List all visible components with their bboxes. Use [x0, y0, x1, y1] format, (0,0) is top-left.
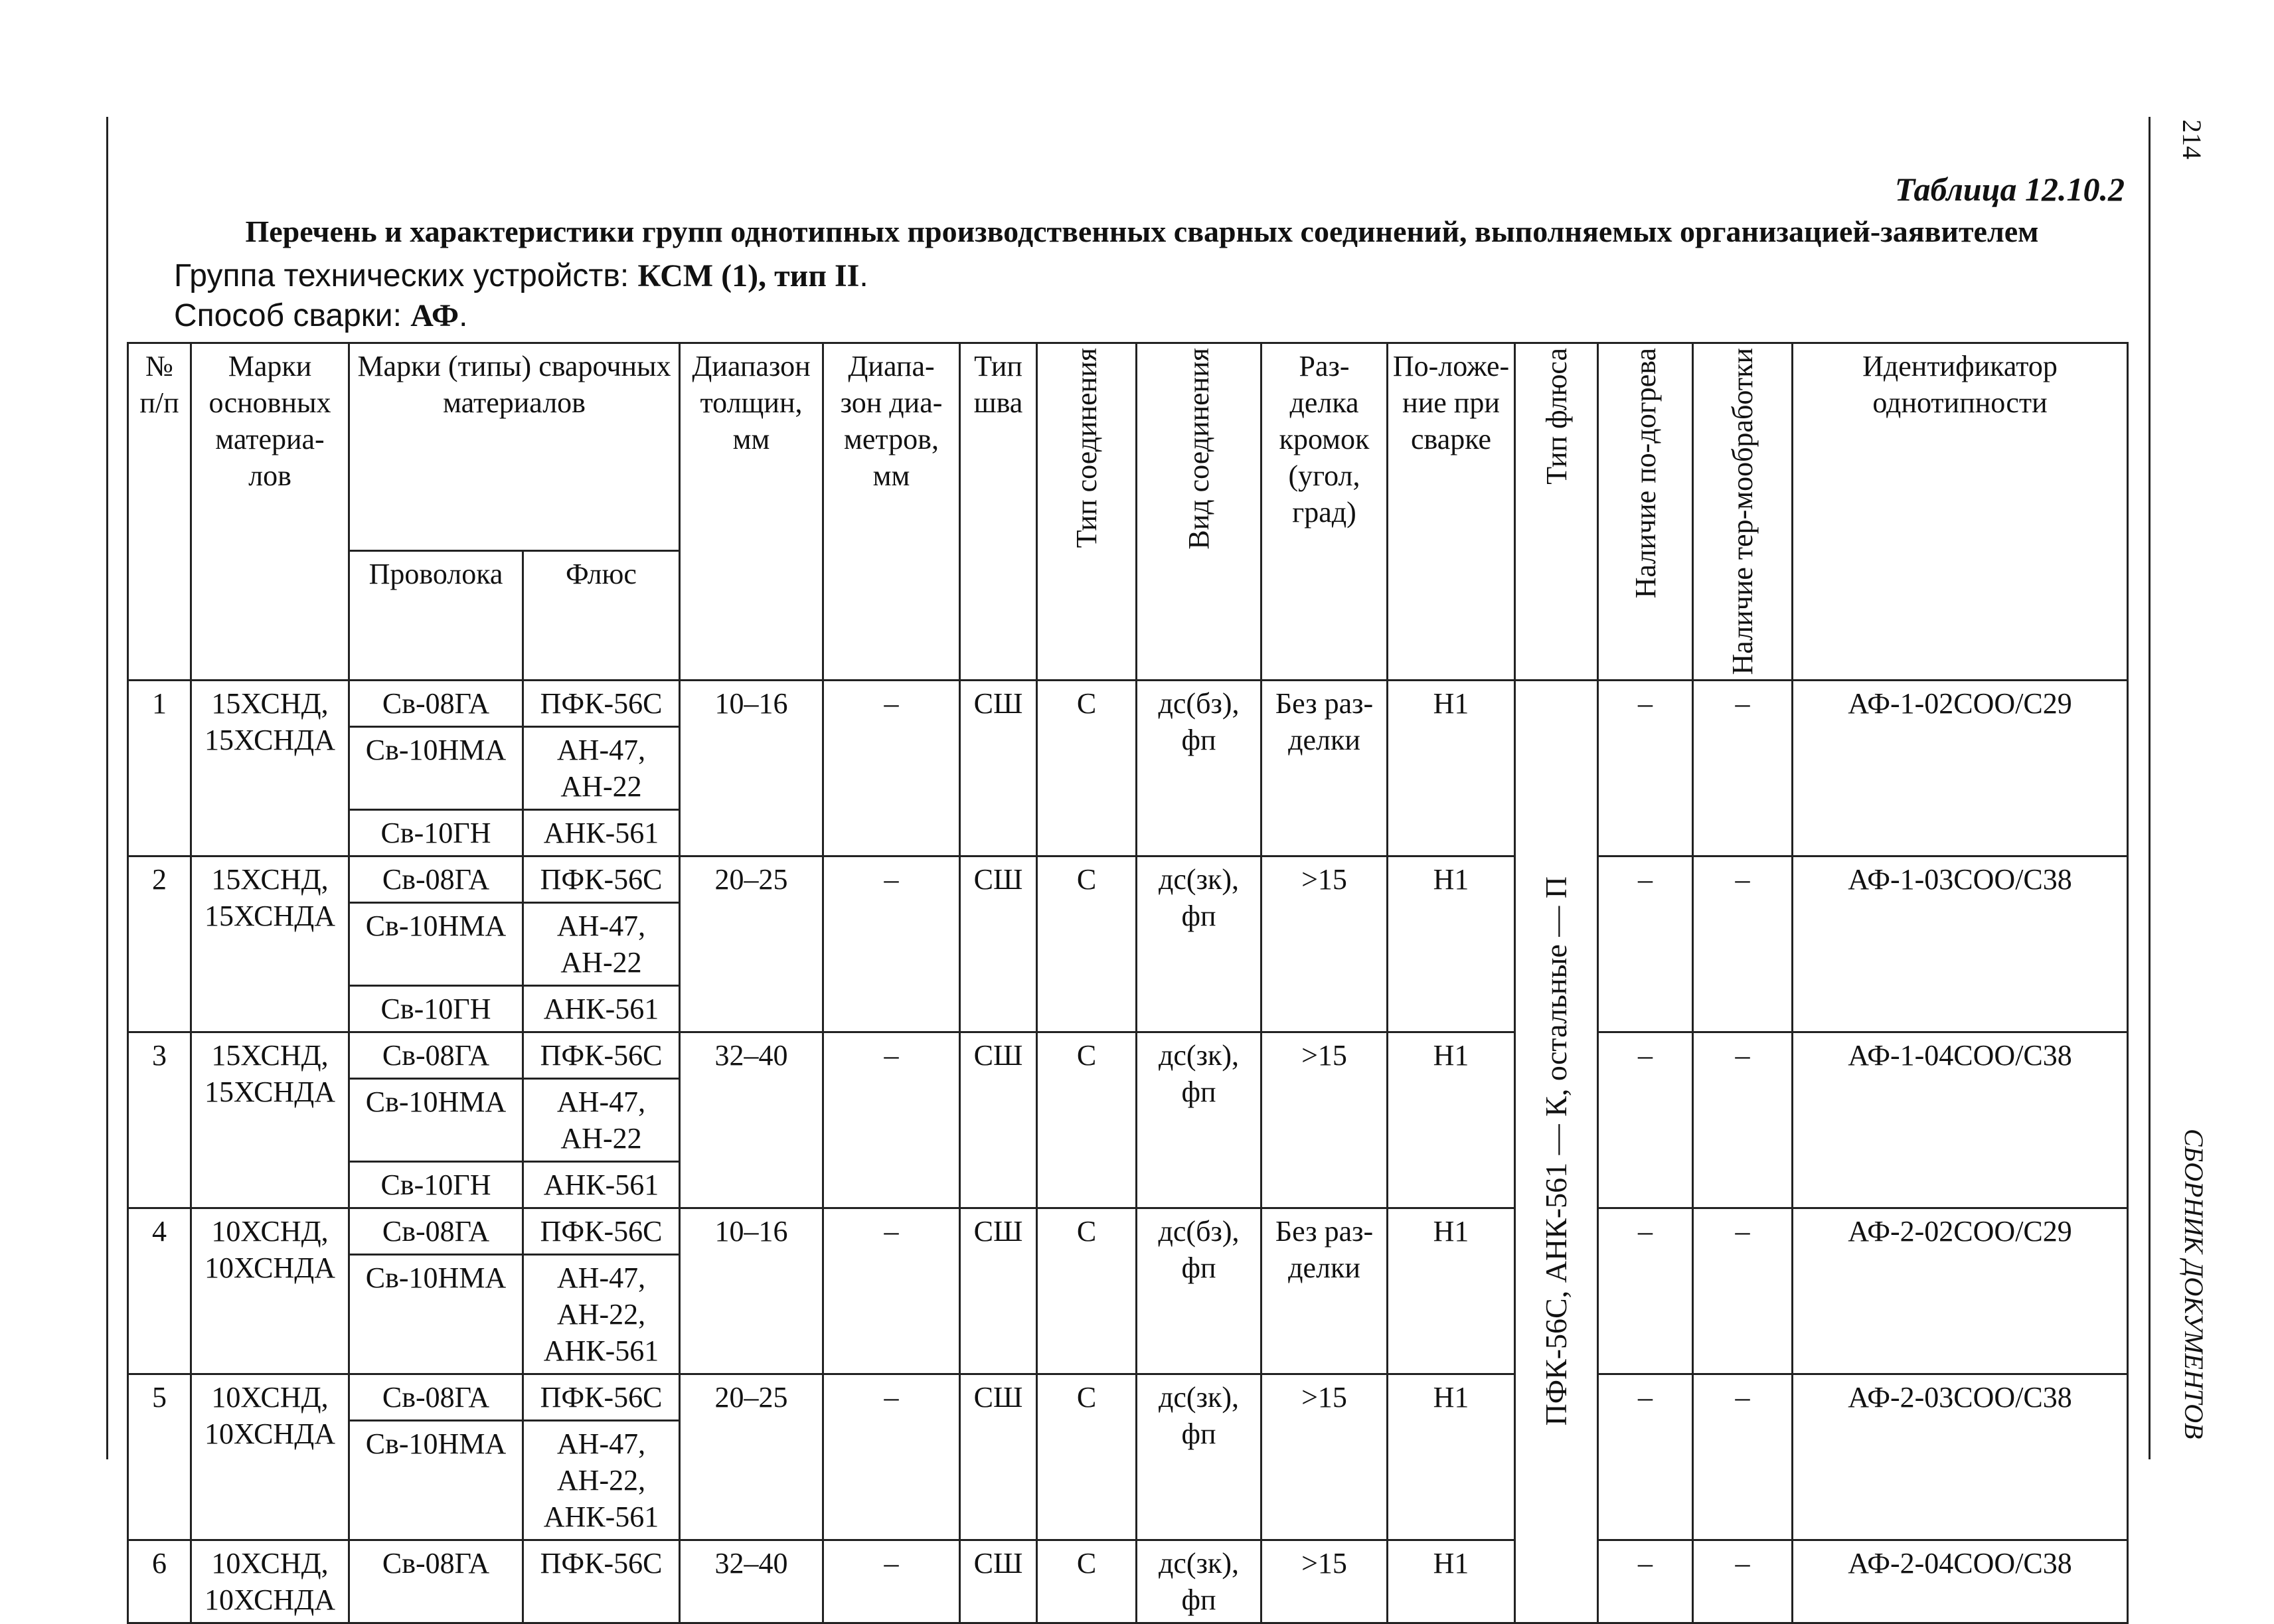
- cell-heat: –: [1693, 1032, 1793, 1208]
- method-line: [174, 297, 467, 334]
- cell-flux: АН-47, АН-22, АНК-561: [523, 1420, 680, 1540]
- cell-flux: ПФК-56С: [523, 680, 680, 726]
- cell-position: Н1: [1388, 1032, 1515, 1208]
- cell-wire: Св-08ГА: [349, 1208, 523, 1254]
- cell-conn-kind: дс(зк), фп: [1137, 1540, 1261, 1623]
- cell-thickness: 32–40: [680, 1032, 823, 1208]
- cell-wire: Св-10ГН: [349, 809, 523, 856]
- cell-preheat: –: [1598, 1374, 1693, 1540]
- cell-heat: –: [1693, 680, 1793, 856]
- cell-preheat: –: [1598, 1540, 1693, 1623]
- table-row: [128, 1032, 2128, 1078]
- cell-identifier: АФ-2-03СОО/С38: [1793, 1374, 2128, 1540]
- header-conn-type: [1037, 343, 1137, 681]
- cell-position: Н1: [1388, 856, 1515, 1032]
- cell-diameter: –: [823, 680, 960, 856]
- cell-flux: ПФК-56С: [523, 1374, 680, 1420]
- cell-thickness: 10–16: [680, 680, 823, 856]
- cell-wire: Св-10НМА: [349, 1420, 523, 1540]
- header-conn-kind-text: Вид соединения: [1182, 348, 1216, 550]
- cell-preheat: –: [1598, 856, 1693, 1032]
- cell-conn-kind: дс(бз), фп: [1137, 680, 1261, 856]
- header-conn-type-text: Тип соединения: [1070, 348, 1103, 548]
- cell-position: Н1: [1388, 1540, 1515, 1623]
- left-margin-rule: [106, 117, 108, 1459]
- cell-identifier: АФ-1-03СОО/С38: [1793, 856, 2128, 1032]
- header-num: № п/п: [128, 343, 191, 681]
- header-seam-type: Тип шва: [960, 343, 1037, 681]
- cell-diameter: –: [823, 1374, 960, 1540]
- header-weld-materials: Марки (типы) сварочных материалов: [349, 343, 680, 551]
- cell-wire: Св-08ГА: [349, 1032, 523, 1078]
- cell-thickness: 10–16: [680, 1208, 823, 1374]
- cell-wire: Св-10НМА: [349, 1078, 523, 1161]
- cell-edge: >15: [1261, 1540, 1388, 1623]
- cell-num: 4: [128, 1208, 191, 1374]
- group-end: .: [859, 258, 868, 293]
- table-row: [128, 680, 2128, 726]
- cell-conn-type: С: [1037, 680, 1137, 856]
- header-base: Марки основных материа-лов: [191, 343, 349, 681]
- side-running-title: СБОРНИК ДОКУМЕНТОВ: [2179, 1129, 2209, 1439]
- header-flux-type: [1515, 343, 1598, 681]
- table-row: [128, 1208, 2128, 1254]
- method-end: .: [459, 298, 468, 333]
- table-row: [128, 856, 2128, 902]
- cell-flux: АН-47, АН-22: [523, 1078, 680, 1161]
- cell-flux-type: [1515, 680, 1598, 1623]
- cell-flux: ПФК-56С: [523, 1032, 680, 1078]
- cell-diameter: –: [823, 856, 960, 1032]
- cell-wire: Св-10ГН: [349, 1161, 523, 1208]
- cell-base: 15ХСНД, 15ХСНДА: [191, 1032, 349, 1208]
- cell-preheat: –: [1598, 1208, 1693, 1374]
- cell-flux: АНК-561: [523, 1161, 680, 1208]
- header-flux: Флюс: [523, 550, 680, 680]
- cell-conn-type: С: [1037, 1032, 1137, 1208]
- cell-seam: СШ: [960, 1540, 1037, 1623]
- header-diameter: Диапа-зон диа-метров, мм: [823, 343, 960, 681]
- method-value: АФ: [410, 298, 459, 333]
- cell-flux: ПФК-56С: [523, 1540, 680, 1623]
- cell-heat: –: [1693, 1208, 1793, 1374]
- cell-position: Н1: [1388, 1208, 1515, 1374]
- cell-edge: Без раз-делки: [1261, 680, 1388, 856]
- cell-conn-type: С: [1037, 1374, 1137, 1540]
- cell-edge: >15: [1261, 856, 1388, 1032]
- cell-heat: –: [1693, 1374, 1793, 1540]
- header-flux-type-text: Тип флюса: [1540, 348, 1573, 485]
- cell-edge: Без раз-делки: [1261, 1208, 1388, 1374]
- cell-preheat: –: [1598, 680, 1693, 856]
- cell-wire: Св-08ГА: [349, 856, 523, 902]
- cell-seam: СШ: [960, 1374, 1037, 1540]
- table-number: Таблица 12.10.2: [1894, 171, 2125, 208]
- cell-wire: Св-08ГА: [349, 1374, 523, 1420]
- header-edge: Раз-делка кромок (угол, град): [1261, 343, 1388, 681]
- cell-base: 15ХСНД, 15ХСНДА: [191, 856, 349, 1032]
- table-row: [128, 1374, 2128, 1420]
- header-identifier: Идентификатор однотипности: [1793, 343, 2128, 681]
- cell-flux: АНК-561: [523, 809, 680, 856]
- page-number: 214: [2177, 120, 2207, 159]
- cell-wire: Св-10НМА: [349, 902, 523, 985]
- method-label: Способ сварки:: [174, 298, 411, 333]
- cell-preheat: –: [1598, 1032, 1693, 1208]
- cell-thickness: 20–25: [680, 856, 823, 1032]
- cell-seam: СШ: [960, 680, 1037, 856]
- cell-identifier: АФ-1-04СОО/С38: [1793, 1032, 2128, 1208]
- group-value: КСМ (1), тип II: [637, 258, 860, 293]
- cell-edge: >15: [1261, 1032, 1388, 1208]
- right-margin-rule: [2149, 117, 2151, 1459]
- cell-diameter: –: [823, 1032, 960, 1208]
- cell-conn-kind: дс(зк), фп: [1137, 1032, 1261, 1208]
- welding-table: [127, 342, 2129, 1624]
- cell-num: 2: [128, 856, 191, 1032]
- cell-wire: Св-10НМА: [349, 1254, 523, 1374]
- group-line: [174, 258, 868, 294]
- cell-conn-kind: дс(зк), фп: [1137, 1374, 1261, 1540]
- cell-seam: СШ: [960, 1032, 1037, 1208]
- cell-wire: Св-08ГА: [349, 1540, 523, 1623]
- cell-flux: АН-47, АН-22: [523, 726, 680, 809]
- cell-thickness: 32–40: [680, 1540, 823, 1623]
- cell-conn-type: С: [1037, 856, 1137, 1032]
- group-label: Группа технических устройств:: [174, 258, 638, 293]
- header-wire: Проволока: [349, 550, 523, 680]
- cell-heat: –: [1693, 856, 1793, 1032]
- header-thickness: Диапазон толщин, мм: [680, 343, 823, 681]
- cell-identifier: АФ-1-02СОО/С29: [1793, 680, 2128, 856]
- cell-conn-type: С: [1037, 1208, 1137, 1374]
- cell-flux: АНК-561: [523, 985, 680, 1032]
- cell-base: 10ХСНД, 10ХСНДА: [191, 1208, 349, 1374]
- cell-num: 3: [128, 1032, 191, 1208]
- table-row: [128, 1540, 2128, 1623]
- header-conn-kind: [1137, 343, 1261, 681]
- header-preheat-text: Наличие по-догрева: [1629, 348, 1662, 599]
- cell-wire: Св-08ГА: [349, 680, 523, 726]
- cell-position: Н1: [1388, 680, 1515, 856]
- cell-flux: АН-47, АН-22: [523, 902, 680, 985]
- cell-thickness: 20–25: [680, 1374, 823, 1540]
- cell-flux: ПФК-56С: [523, 1208, 680, 1254]
- cell-conn-kind: дс(бз), фп: [1137, 1208, 1261, 1374]
- cell-num: 1: [128, 680, 191, 856]
- header-heat-treat-text: Наличие тер-мообработки: [1726, 348, 1759, 675]
- header-heat-treat: [1693, 343, 1793, 681]
- cell-diameter: –: [823, 1540, 960, 1623]
- header-preheat: [1598, 343, 1693, 681]
- cell-flux: ПФК-56С: [523, 856, 680, 902]
- cell-num: 6: [128, 1540, 191, 1623]
- cell-wire: Св-10НМА: [349, 726, 523, 809]
- cell-num: 5: [128, 1374, 191, 1540]
- cell-seam: СШ: [960, 1208, 1037, 1374]
- cell-base: 10ХСНД, 10ХСНДА: [191, 1374, 349, 1540]
- table-title: Перечень и характеристики групп однотипных производственных сварных соединений, выполняемых организацией-заявителем: [245, 214, 2039, 248]
- cell-identifier: АФ-2-04СОО/С38: [1793, 1540, 2128, 1623]
- cell-position: Н1: [1388, 1374, 1515, 1540]
- cell-conn-kind: дс(зк), фп: [1137, 856, 1261, 1032]
- cell-diameter: –: [823, 1208, 960, 1374]
- cell-base: 10ХСНД, 10ХСНДА: [191, 1540, 349, 1623]
- cell-heat: –: [1693, 1540, 1793, 1623]
- cell-wire: Св-10ГН: [349, 985, 523, 1032]
- cell-base: 15ХСНД, 15ХСНДА: [191, 680, 349, 856]
- header-position: По-ложе-ние при сварке: [1388, 343, 1515, 681]
- cell-edge: >15: [1261, 1374, 1388, 1540]
- cell-identifier: АФ-2-02СОО/С29: [1793, 1208, 2128, 1374]
- flux-type-value: ПФК-56С, АНК-561 — К, остальные — П: [1539, 876, 1574, 1426]
- cell-conn-type: С: [1037, 1540, 1137, 1623]
- cell-flux: АН-47, АН-22, АНК-561: [523, 1254, 680, 1374]
- cell-seam: СШ: [960, 856, 1037, 1032]
